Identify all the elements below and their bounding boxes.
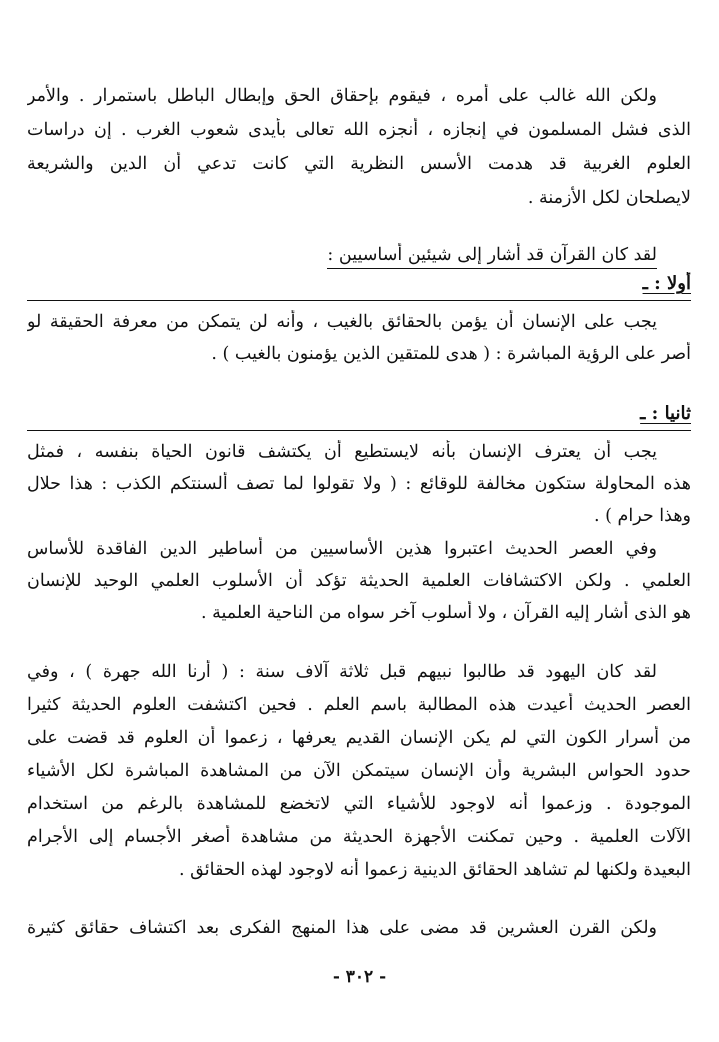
section-divider-first — [27, 300, 691, 301]
paragraph-1-line-4: لايصلحان لكل الأزمنة . — [527, 188, 691, 208]
first-line-2: أصر على الرؤية المباشرة : ( هدى للمتقين الذين يؤمنون بالغيب ) . — [211, 344, 691, 364]
jews-line-1: لقد كان اليهود قد طالبوا نبيهم قبل ثلاثة آلاف سنة : ( أرنا الله جهرة ) ، وفي — [27, 662, 657, 682]
section-divider-second — [27, 430, 691, 431]
second-line-3: وهذا حرام ) . — [594, 506, 691, 526]
modern-line-1: وفي العصر الحديث اعتبروا هذين الأساسيين من أساطير الدين الفاقدة للأساس — [27, 539, 657, 559]
two-fundamentals-intro: لقد كان القرآن قد أشار إلى شيئين أساسيين : — [327, 243, 657, 269]
modern-line-2: العلمي . ولكن الاكتشافات العلمية الحديثة تؤكد أن الأسلوب العلمي الوحيد للإنسان — [27, 571, 691, 591]
modern-line-3: هو الذى أشار إليه القرآن ، ولا أسلوب آخر سواه من الناحية العلمية . — [201, 603, 691, 623]
first-heading: أولا : ـ — [642, 273, 691, 294]
paragraph-1-line-2: الذى فشل المسلمون في إنجازه ، أنجزه الله تعالى بأيدى شعوب الغرب . إن دراسات — [27, 120, 691, 140]
paragraph-1-line-1: ولكن الله غالب على أمره ، فيقوم بإحقاق الحق وإبطال الباطل باستمرار . والأمر — [27, 86, 657, 106]
jews-line-4: حدود الحواس البشرية وأن الإنسان سيتمكن الآن من المشاهدة المباشرة لكل الأشياء — [27, 761, 691, 781]
second-line-2: هذه المحاولة ستكون مخالفة للوقائع : ( ولا تقولوا لما تصف ألسنتكم الكذب : هذا حلال — [27, 474, 691, 494]
jews-line-5: الموجودة . وزعموا أنه لاوجود للأشياء التي لاتخضع للمشاهدة بالرغم من استخدام — [27, 794, 691, 814]
jews-line-2: العصر الحديث أعيدت هذه المطالبة باسم العلم . فحين اكتشفت العلوم الحديثة كثيرا — [27, 695, 691, 715]
first-line-1: يجب على الإنسان أن يؤمن بالحقائق بالغيب ، وأنه لن يتمكن من معرفة الحقيقة لو — [27, 312, 657, 332]
jews-line-6: الآلات العلمية . وحين تمكنت الأجهزة الحديثة من مشاهدة أصغر الأجسام إلى الأجرام — [27, 827, 691, 847]
second-line-1: يجب أن يعترف الإنسان بأنه لايستطيع أن يكتشف قانون الحياة بنفسه ، فمثل — [27, 442, 657, 462]
last-paragraph-line-1: ولكن القرن العشرين قد مضى على هذا المنهج الفكرى بعد اكتشاف حقائق كثيرة — [27, 918, 657, 938]
page-number: - ٣٠٢ - — [332, 967, 387, 987]
second-heading: ثانيا : ـ — [640, 403, 691, 424]
jews-line-7: البعيدة ولكنها لم تشاهد الحقائق الدينية زعموا أنه لاوجود لهذه الحقائق . — [179, 860, 691, 880]
paragraph-1-line-3: العلوم الغربية قد هدمت الأسس النظرية التي كانت تدعي أن الدين والشريعة — [27, 154, 691, 174]
jews-line-3: من أسرار الكون التي لم يكن الإنسان القديم يعرفها ، زعموا أن العلوم قد قضت على — [27, 728, 691, 748]
